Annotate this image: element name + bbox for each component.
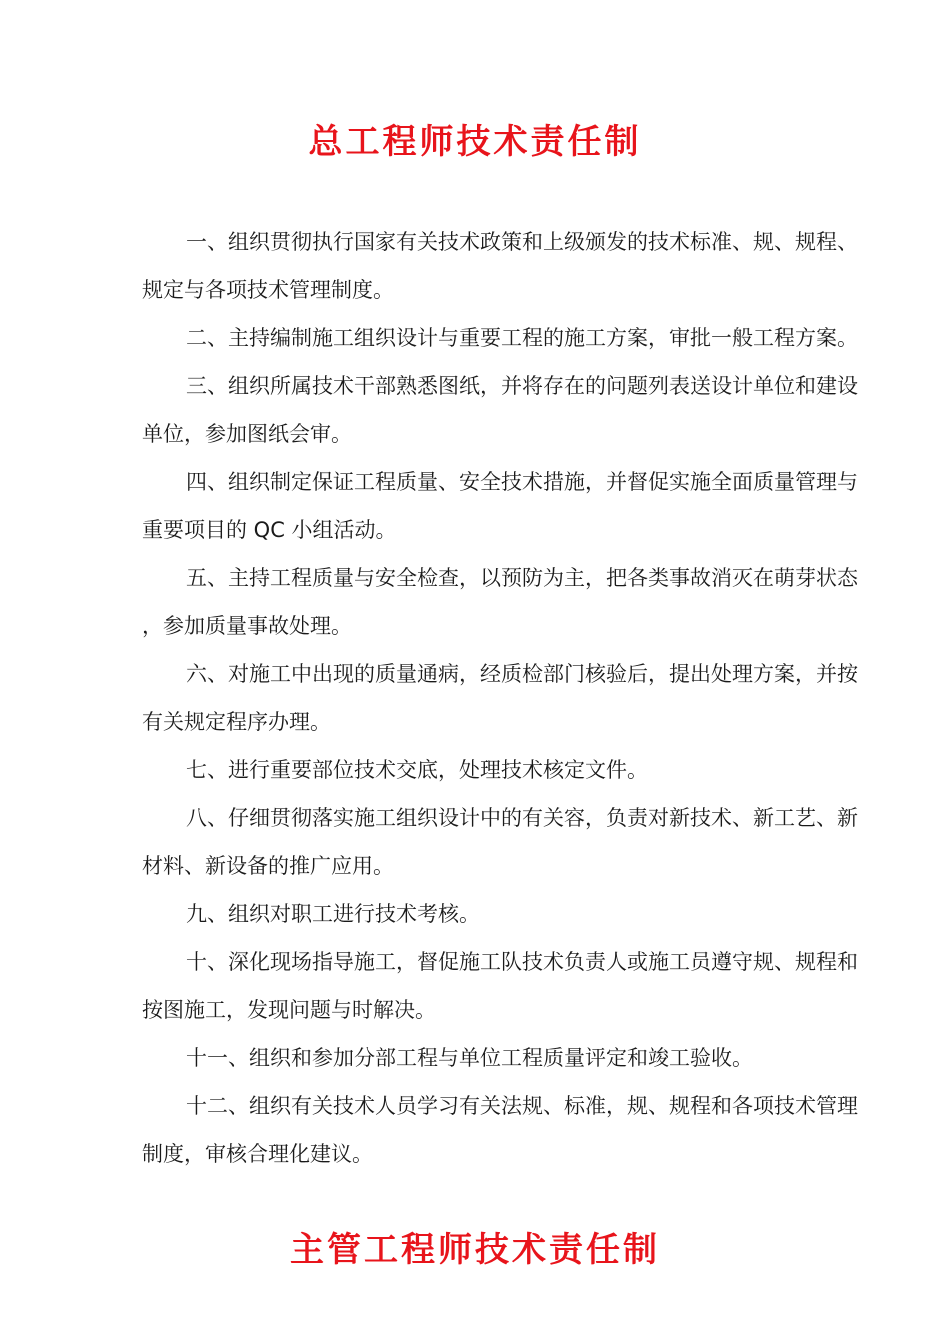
paragraph-9: 九、组织对职工进行技术考核。 (186, 902, 480, 926)
paragraph-4: 四、组织制定保证工程质量、安全技术措施，并督促实施全面质量管理与重要项目的 QC 小组活动。 (142, 470, 858, 542)
paragraph-7: 七、进行重要部位技术交底，处理技术核定文件。 (186, 758, 648, 782)
paragraph-12: 十二、组织有关技术人员学习有关法规、标准，规、规程和各项技术管理制度，审核合理化建议。 (142, 1094, 858, 1166)
paragraph-3: 三、组织所属技术干部熟悉图纸，并将存在的问题列表送设计单位和建设单位，参加图纸会审。 (142, 374, 858, 446)
document-body (142, 218, 858, 1178)
paragraph-10: 十、深化现场指导施工，督促施工队技术负责人或施工员遵守规、规程和按图施工，发现问题与时解决。 (142, 950, 858, 1022)
next-section-title: 主管工程师技术责任制 (290, 1230, 660, 1270)
paragraph-5: 五、主持工程质量与安全检查，以预防为主，把各类事故消灭在萌芽状态，参加质量事故处理。 (142, 566, 858, 638)
paragraph-11: 十一、组织和参加分部工程与单位工程质量评定和竣工验收。 (186, 1046, 753, 1070)
paragraph-6: 六、对施工中出现的质量通病，经质检部门核验后，提出处理方案，并按有关规定程序办理。 (142, 662, 858, 734)
paragraph-1: 一、组织贯彻执行国家有关技术政策和上级颁发的技术标准、规、规程、规定与各项技术管理制度。 (142, 230, 858, 302)
paragraph-8: 八、仔细贯彻落实施工组织设计中的有关容，负责对新技术、新工艺、新材料、新设备的推广应用。 (142, 806, 858, 878)
paragraph-2: 二、主持编制施工组织设计与重要工程的施工方案，审批一般工程方案。 (186, 326, 858, 350)
page-title: 总工程师技术责任制 (308, 122, 642, 162)
